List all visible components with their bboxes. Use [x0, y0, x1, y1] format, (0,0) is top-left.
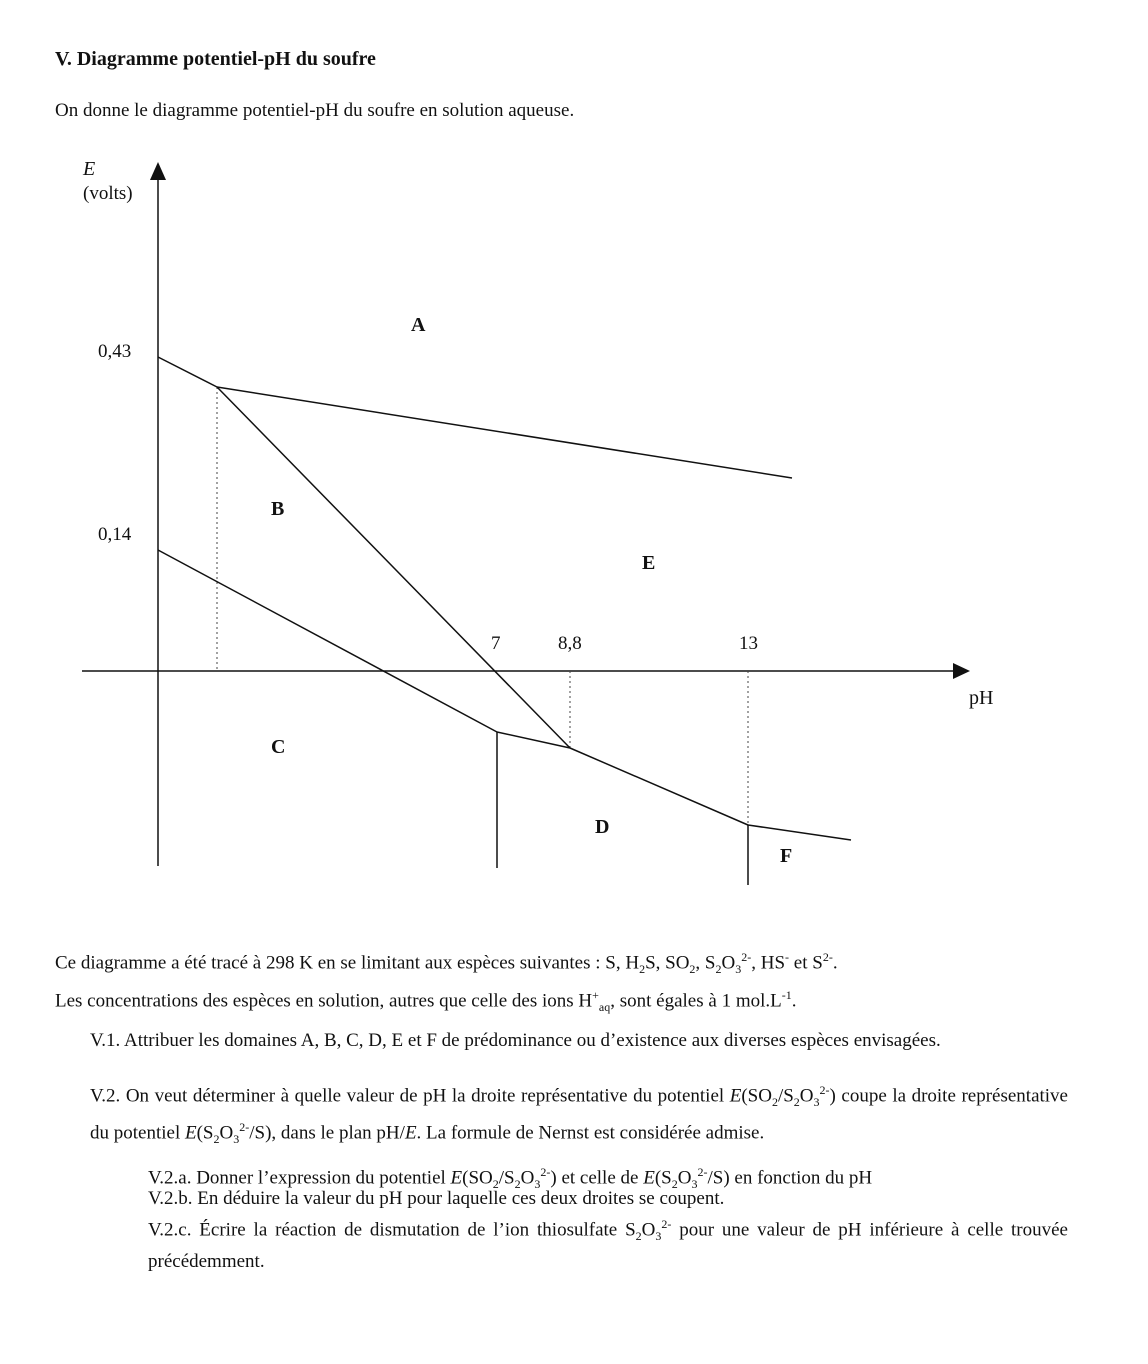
x-axis-label: pH — [969, 687, 994, 709]
region-a-label: A — [411, 314, 426, 336]
question-v1: V.1. Attribuer les domaines A, B, C, D, E et F de prédominance ou d’existence aux diverses espèces envisagées. — [90, 1030, 941, 1051]
y-tick-0-14: 0,14 — [98, 524, 132, 545]
concentration-line: Les concentrations des espèces en solution, autres que celle des ions $H^+_{aq}$, sont égales à 1 $mol.L^{-1}$. — [55, 988, 797, 1015]
boundary-b-e — [217, 387, 570, 748]
region-f-label: F — [780, 845, 793, 867]
question-v2c: V.2.c. Écrire la réaction de dismutation de l’ion thiosulfate $S_2O_3^{2-}$ pour une valeur de pH inférieure à celle trouvée précédemment. — [148, 1217, 1068, 1273]
region-d-label: D — [595, 816, 610, 838]
intro-text: On donne le diagramme potentiel-pH du soufre en solution aqueuse. — [55, 100, 575, 121]
y-tick-0-43: 0,43 — [98, 341, 132, 362]
region-b-label: B — [271, 498, 285, 520]
x-tick-7: 7 — [491, 633, 501, 654]
y-axis-label-unit: (volts) — [83, 183, 133, 204]
region-c-label: C — [271, 736, 286, 758]
boundary-a-e — [217, 387, 792, 478]
x-tick-13: 13 — [739, 633, 758, 654]
question-v2a: V.2.a. Donner l’expression du potentiel $E(SO_2/S_2O_3^{2-})$ et celle de $E(S_2O_3^{2-}/S)$ en fonction du pH — [148, 1165, 873, 1192]
species-description — [55, 944, 1115, 1020]
potential-ph-diagram — [0, 140, 1148, 900]
y-axis-arrow — [150, 162, 166, 180]
question-v2: V.2. On veut déterminer à quelle valeur de pH la droite représentative du potentiel $E(SO_2/S_2O_3^{2-})$ coupe la droite représentative du potentiel $E(S_2O_3^{2-}/S)$, dans le plan pH/E. La formule de Nernst est considérée admise. — [90, 1083, 1068, 1147]
boundary-e-f — [748, 825, 851, 840]
x-tick-8-8: 8,8 — [558, 633, 582, 654]
boundary-c-d — [497, 732, 570, 748]
boundary-b-c — [158, 550, 497, 732]
species-line: Ce diagramme a été tracé à 298 K en se limitant aux espèces suivantes : S, $H_2S$, $SO_2$, $S_2O_3^{2-}$, HS- et $S^{2-}$. — [55, 950, 838, 977]
boundary-d-e — [570, 748, 748, 825]
question-v2b: V.2.b. En déduire la valeur du pH pour laquelle ces deux droites se coupent. — [148, 1188, 725, 1209]
region-e-label: E — [642, 552, 656, 574]
y-axis-label-e: E — [83, 158, 96, 180]
x-axis-arrow — [953, 663, 970, 679]
section-title: V. Diagramme potentiel-pH du soufre — [55, 48, 376, 70]
boundary-upper-left — [158, 357, 217, 387]
